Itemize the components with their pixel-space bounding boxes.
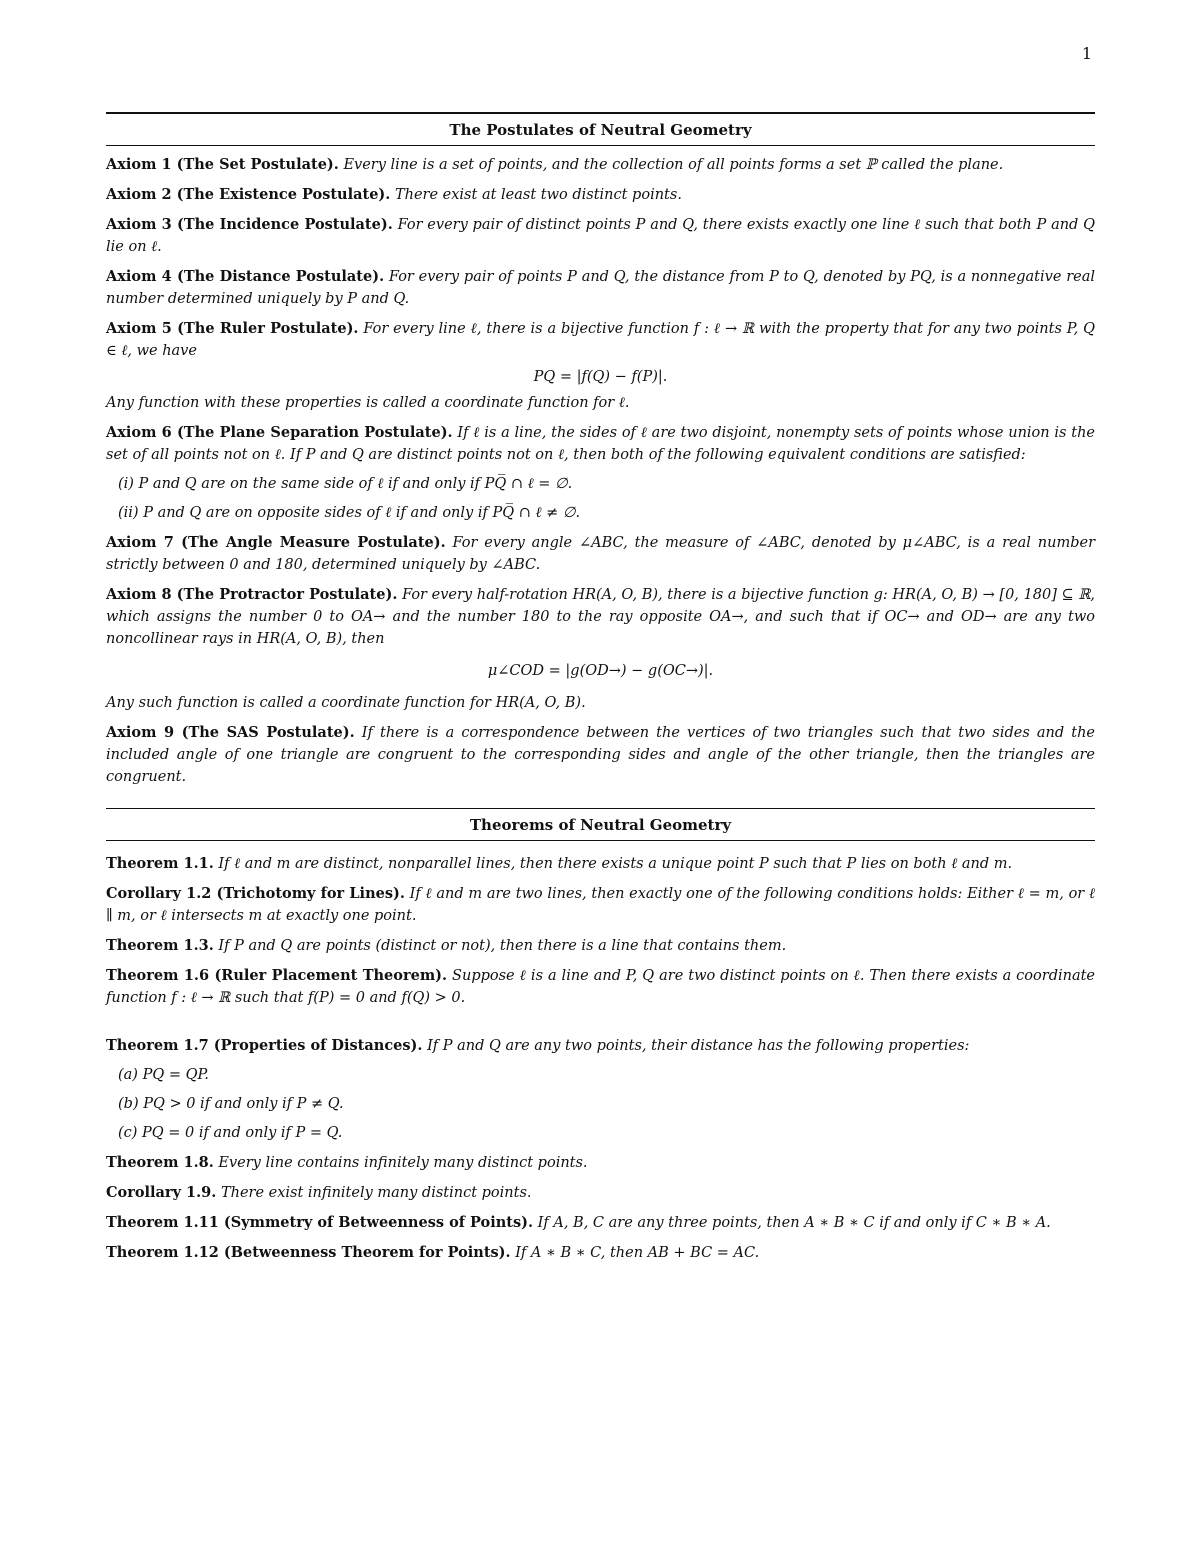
theorem-1-7 xyxy=(106,1035,1095,1057)
theorem-1-1 xyxy=(106,853,1095,875)
axiom-9 xyxy=(106,722,1095,788)
axiom-4 xyxy=(106,266,1095,310)
axiom-heading: Axiom 9 (The SAS Postulate). xyxy=(106,724,355,741)
axiom-1 xyxy=(106,154,1095,176)
theorem-statement: If ℓ and m are distinct, nonparallel lines, then there exists a unique point P such that P lies on both ℓ and m. xyxy=(218,856,1013,872)
theorem-heading: Theorem 1.6 (Ruler Placement Theorem). xyxy=(106,967,448,984)
axiom-heading: Axiom 3 (The Incidence Postulate). xyxy=(106,216,393,233)
theorem-statement: Every line contains infinitely many distinct points. xyxy=(218,1155,588,1171)
axiom-heading: Axiom 4 (The Distance Postulate). xyxy=(106,268,385,285)
axiom-6 xyxy=(106,422,1095,466)
condition-item: (ii) P and Q are on opposite sides of ℓ if and only if PQ̅ ∩ ℓ ≠ ∅. xyxy=(118,505,581,521)
theorem-statement: If A ∗ B ∗ C, then AB + BC = AC. xyxy=(515,1245,760,1261)
section-bottom-rule xyxy=(106,840,1095,841)
theorem-statement: There exist infinitely many distinct points. xyxy=(220,1185,532,1201)
axiom-statement: For every line ℓ, there is a bijective function f : ℓ → ℝ with the property that for any two points P, Q ∈ ℓ, we have xyxy=(106,321,1095,359)
theorem-heading: Theorem 1.7 (Properties of Distances). xyxy=(106,1037,423,1054)
axiom-5 xyxy=(106,318,1095,362)
axiom-8 xyxy=(106,584,1095,650)
display-equation: μ∠COD = |g(OD→) − g(OC→)|. xyxy=(487,663,714,679)
theorem-heading: Theorem 1.8. xyxy=(106,1154,214,1171)
theorem-heading: Theorem 1.11 (Symmetry of Betweenness of Points). xyxy=(106,1214,534,1231)
theorem-heading: Corollary 1.9. xyxy=(106,1184,217,1201)
theorem-1-8 xyxy=(106,1152,1095,1174)
axiom-statement: If there is a correspondence between the vertices of two triangles such that two sides and the included angle of one triangle are congruent to the corresponding sides and angle of the other triangle, then the triangles are congruent. xyxy=(106,725,1096,785)
corollary-1-9 xyxy=(106,1182,1095,1204)
display-equation: PQ = |f(Q) − f(P)|. xyxy=(533,369,668,385)
axiom-statement: For every pair of points P and Q, the distance from P to Q, denoted by PQ, is a nonnegative real number determined uniquely by P and Q. xyxy=(106,269,1095,307)
theorem-statement: If ℓ and m are two lines, then exactly one of the following conditions holds: Either ℓ = m, or ℓ ∥ m, or ℓ intersects m at exactly one point. xyxy=(106,886,1095,924)
axiom-remark: Any such function is called a coordinate function for HR(A, O, B). xyxy=(106,695,586,711)
theorem-1-6 xyxy=(106,965,1095,1009)
theorem-statement: If P and Q are any two points, their distance has the following properties: xyxy=(427,1038,970,1054)
axiom-heading: Axiom 5 (The Ruler Postulate). xyxy=(106,320,359,337)
property-item: (c) PQ = 0 if and only if P = Q. xyxy=(118,1125,343,1141)
axiom-heading: Axiom 1 (The Set Postulate). xyxy=(106,156,339,173)
theorem-heading: Theorem 1.12 (Betweenness Theorem for Points). xyxy=(106,1244,511,1261)
page-number: 1 xyxy=(1081,44,1092,63)
property-item: (a) PQ = QP. xyxy=(118,1067,209,1083)
axiom-7 xyxy=(106,532,1095,576)
axiom-statement: For every pair of distinct points P and Q, there exists exactly one line ℓ such that both P and Q lie on ℓ. xyxy=(106,217,1096,255)
axiom-statement: If ℓ is a line, the sides of ℓ are two disjoint, nonempty sets of points whose union is the set of all points not on ℓ. If P and Q are distinct points not on ℓ, then both of the following equivalent conditions are satisfied: xyxy=(106,425,1096,463)
axiom-3 xyxy=(106,214,1095,258)
axiom-heading: Axiom 8 (The Protractor Postulate). xyxy=(106,586,398,603)
axiom-remark: Any function with these properties is called a coordinate function for ℓ. xyxy=(106,395,630,411)
axiom-heading: Axiom 6 (The Plane Separation Postulate). xyxy=(106,424,453,441)
section-bottom-rule xyxy=(106,145,1095,146)
theorem-statement: If A, B, C are any three points, then A ∗ B ∗ C if and only if C ∗ B ∗ A. xyxy=(537,1215,1051,1231)
condition-item: (i) P and Q are on the same side of ℓ if and only if PQ̅ ∩ ℓ = ∅. xyxy=(118,476,573,492)
axiom-2 xyxy=(106,184,1095,206)
axiom-statement: For every half-rotation HR(A, O, B), there is a bijective function g: HR(A, O, B) → [0, 180] ⊆ ℝ, which assigns the number 0 to OA→ and the number 180 to the ray opposite OA→, and such that if OC→ and OD→ are any two noncollinear rays in HR(A, O, B), then xyxy=(106,587,1095,647)
axiom-statement: For every angle ∠ABC, the measure of ∠ABC, denoted by μ∠ABC, is a real number strictly between 0 and 180, determined uniquely by ∠ABC. xyxy=(106,535,1095,573)
theorem-statement: Suppose ℓ is a line and P, Q are two distinct points on ℓ. Then there exists a coordinate function f : ℓ → ℝ such that f(P) = 0 and f(Q) > 0. xyxy=(106,968,1096,1006)
theorem-heading: Theorem 1.1. xyxy=(106,855,214,872)
theorem-heading: Corollary 1.2 (Trichotomy for Lines). xyxy=(106,885,405,902)
property-item: (b) PQ > 0 if and only if P ≠ Q. xyxy=(118,1096,344,1112)
theorem-1-11 xyxy=(106,1212,1095,1234)
theorem-1-12 xyxy=(106,1242,1095,1264)
postulates-title: The Postulates of Neutral Geometry xyxy=(449,121,752,139)
theorem-statement: If P and Q are points (distinct or not), then there is a line that contains them. xyxy=(218,938,787,954)
axiom-statement: Every line is a set of points, and the collection of all points forms a set ℙ called the plane. xyxy=(343,157,1004,173)
axiom-statement: There exist at least two distinct points. xyxy=(394,187,682,203)
theorem-heading: Theorem 1.3. xyxy=(106,937,214,954)
corollary-1-2 xyxy=(106,883,1095,927)
document-body xyxy=(106,112,1095,1264)
theorem-1-3 xyxy=(106,935,1095,957)
axiom-heading: Axiom 7 (The Angle Measure Postulate). xyxy=(106,534,446,551)
axiom-heading: Axiom 2 (The Existence Postulate). xyxy=(106,186,391,203)
theorems-title: Theorems of Neutral Geometry xyxy=(469,816,732,834)
